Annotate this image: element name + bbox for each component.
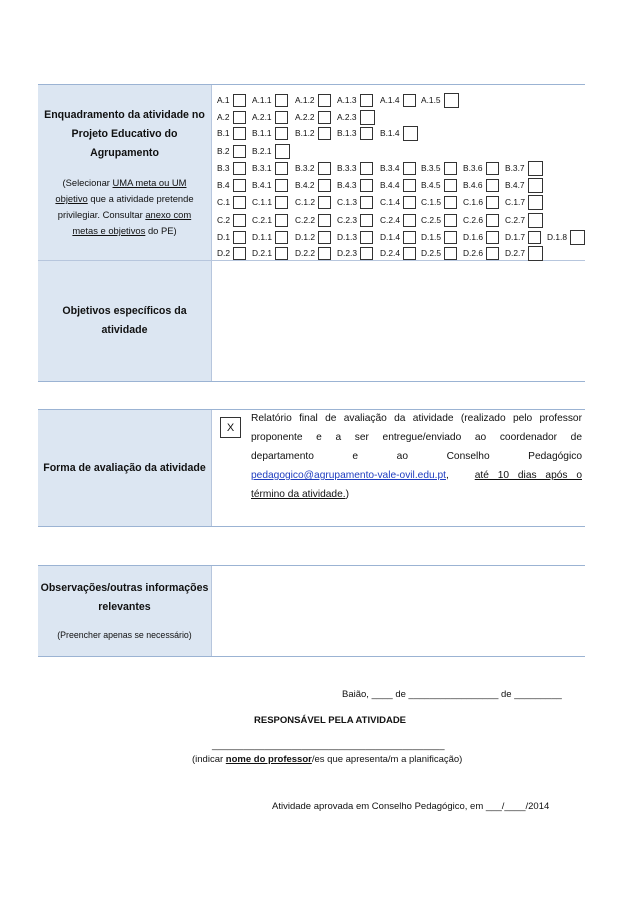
pe-code-label: B.4 bbox=[217, 180, 230, 190]
pe-code-B-3-4 bbox=[380, 160, 416, 176]
enquadramento-title-2: Projeto Educativo do bbox=[71, 128, 178, 140]
pe-code-B-1-2 bbox=[295, 125, 331, 141]
pe-code-D-1-3 bbox=[337, 229, 373, 245]
pe-code-C-2-4 bbox=[380, 212, 416, 228]
pe-code-B-3-7 bbox=[505, 160, 543, 176]
pe-code-label: A.1.1 bbox=[252, 95, 272, 105]
pe-code-label: B.4.7 bbox=[505, 180, 525, 190]
pe-code-checkbox[interactable] bbox=[275, 94, 288, 107]
pe-code-checkbox[interactable] bbox=[233, 231, 246, 244]
pe-code-D-2 bbox=[217, 245, 246, 261]
pe-code-D-1-5 bbox=[421, 229, 457, 245]
pe-code-checkbox[interactable] bbox=[275, 179, 288, 192]
pe-code-checkbox[interactable] bbox=[403, 214, 416, 227]
pe-code-checkbox[interactable] bbox=[233, 196, 246, 209]
pe-code-A-1 bbox=[217, 92, 246, 108]
pe-code-checkbox[interactable] bbox=[275, 144, 290, 159]
avaliacao-line-3: departamento e ao Conselho Pedagógico bbox=[251, 451, 582, 462]
pe-code-B-4-4 bbox=[380, 177, 416, 193]
pe-code-label: D.2.3 bbox=[337, 248, 358, 258]
pe-code-checkbox[interactable] bbox=[275, 214, 288, 227]
pe-code-A-1-3 bbox=[337, 92, 373, 108]
pe-code-A-2-3 bbox=[337, 109, 375, 125]
pe-code-B-3-2 bbox=[295, 160, 331, 176]
pe-code-B-4-6 bbox=[463, 177, 499, 193]
pe-code-B-3-5 bbox=[421, 160, 457, 176]
pe-code-checkbox[interactable] bbox=[318, 231, 331, 244]
pe-code-checkbox[interactable] bbox=[444, 162, 457, 175]
pe-code-label: D.2 bbox=[217, 248, 231, 258]
pe-code-checkbox[interactable] bbox=[360, 196, 373, 209]
pe-code-label: A.2 bbox=[217, 112, 230, 122]
avaliacao-label-cell bbox=[38, 410, 212, 526]
pe-code-D-2-2 bbox=[295, 245, 331, 261]
enquadramento-row bbox=[38, 85, 585, 261]
pe-code-checkbox[interactable] bbox=[233, 145, 246, 158]
pe-code-C-2-3 bbox=[337, 212, 373, 228]
observacoes-input-cell[interactable] bbox=[212, 566, 585, 656]
pe-code-checkbox[interactable] bbox=[444, 196, 457, 209]
pe-code-checkbox[interactable] bbox=[275, 127, 288, 140]
pe-code-checkbox[interactable] bbox=[403, 126, 418, 141]
pe-code-C-2 bbox=[217, 212, 246, 228]
avaliacao-text bbox=[251, 409, 582, 504]
pe-code-label: A.1.5 bbox=[421, 95, 441, 105]
pe-code-checkbox[interactable] bbox=[233, 111, 246, 124]
pe-code-checkbox[interactable] bbox=[444, 231, 457, 244]
pe-codes-grid bbox=[212, 85, 585, 260]
pe-code-B-3-3 bbox=[337, 160, 373, 176]
pe-code-label: B.4.5 bbox=[421, 180, 441, 190]
observacoes-row bbox=[38, 566, 585, 656]
pe-code-label: C.2.2 bbox=[295, 215, 316, 225]
pe-code-B-4 bbox=[217, 177, 246, 193]
pe-code-checkbox[interactable] bbox=[318, 94, 331, 107]
pe-code-checkbox[interactable] bbox=[275, 111, 288, 124]
pe-code-label: B.3.1 bbox=[252, 163, 272, 173]
pe-code-B-1 bbox=[217, 125, 246, 141]
pe-code-checkbox[interactable] bbox=[275, 231, 288, 244]
objetivos-title-2: atividade bbox=[101, 324, 148, 336]
pe-code-label: D.1.2 bbox=[295, 232, 316, 242]
email-link[interactable]: pedagogico@agrupamento-vale-ovil.edu.pt bbox=[251, 470, 446, 481]
note-f: anexo com bbox=[145, 209, 192, 220]
objetivos-title-1: Objetivos específicos da bbox=[62, 305, 187, 317]
avaliacao-checkbox[interactable]: X bbox=[220, 417, 241, 438]
pe-code-A-1-4 bbox=[380, 92, 416, 108]
pe-code-checkbox[interactable] bbox=[360, 127, 373, 140]
pe-code-label: C.1.1 bbox=[252, 197, 273, 207]
pe-code-checkbox[interactable] bbox=[486, 247, 499, 260]
pe-code-checkbox[interactable] bbox=[528, 231, 541, 244]
pe-code-C-1-1 bbox=[252, 194, 288, 210]
pe-code-checkbox[interactable] bbox=[233, 247, 246, 260]
pe-code-label: B.2.1 bbox=[252, 146, 272, 156]
pe-code-checkbox[interactable] bbox=[275, 162, 288, 175]
pe-code-checkbox[interactable] bbox=[486, 162, 499, 175]
pe-code-checkbox[interactable] bbox=[318, 111, 331, 124]
pe-code-label: B.3.6 bbox=[463, 163, 483, 173]
pe-code-label: A.1.4 bbox=[380, 95, 400, 105]
pe-code-D-1-7 bbox=[505, 229, 541, 245]
pe-code-checkbox[interactable] bbox=[528, 246, 543, 261]
pe-code-checkbox[interactable] bbox=[233, 162, 246, 175]
observacoes-label-cell bbox=[38, 566, 212, 656]
enquadramento-note bbox=[55, 175, 193, 239]
enquadramento-title-1: Enquadramento da atividade no bbox=[44, 109, 205, 121]
avaliacao-line-5 bbox=[251, 485, 582, 504]
pe-code-checkbox[interactable] bbox=[403, 196, 416, 209]
pe-code-checkbox[interactable] bbox=[360, 214, 373, 227]
pe-code-label: A.1 bbox=[217, 95, 230, 105]
avaliacao-line-4: pedagogico@agrupamento-vale-ovil.edu.pt, até 10 dias após o bbox=[251, 466, 582, 485]
observacoes-note: (Preencher apenas se necessário) bbox=[57, 630, 192, 640]
indicar-b: nome do professor bbox=[225, 754, 312, 765]
note-c: objetivo bbox=[55, 193, 88, 204]
pe-code-label: D.2.5 bbox=[421, 248, 442, 258]
pe-code-checkbox[interactable] bbox=[403, 231, 416, 244]
pe-code-D-1-2 bbox=[295, 229, 331, 245]
indicar-note bbox=[192, 754, 462, 765]
observacoes-title-1: Observações/outras informações bbox=[40, 582, 209, 594]
note-d: que a atividade pretende bbox=[87, 193, 194, 204]
pe-code-label: A.2.3 bbox=[337, 112, 357, 122]
pe-code-B-3 bbox=[217, 160, 246, 176]
pe-code-label: A.1.3 bbox=[337, 95, 357, 105]
pe-code-label: B.1 bbox=[217, 128, 230, 138]
note-h: do PE) bbox=[145, 225, 177, 236]
avaliacao-line-2: proponente e a ser entregue/enviado ao coordenador de bbox=[251, 432, 582, 443]
pe-code-checkbox[interactable] bbox=[360, 179, 373, 192]
pe-code-label: B.3.2 bbox=[295, 163, 315, 173]
pe-code-label: C.2.5 bbox=[421, 215, 442, 225]
pe-code-A-1-1 bbox=[252, 92, 288, 108]
pe-code-B-1-4 bbox=[380, 125, 418, 141]
pe-code-label: C.1.5 bbox=[421, 197, 442, 207]
pe-code-B-4-7 bbox=[505, 177, 543, 193]
pe-code-D-1-4 bbox=[380, 229, 416, 245]
pe-code-checkbox[interactable] bbox=[403, 162, 416, 175]
pe-code-label: D.1 bbox=[217, 232, 231, 242]
pe-code-checkbox[interactable] bbox=[486, 231, 499, 244]
pe-code-checkbox[interactable] bbox=[233, 179, 246, 192]
note-g: metas e objetivos bbox=[72, 225, 146, 236]
pe-code-B-4-3 bbox=[337, 177, 373, 193]
pe-code-C-1-2 bbox=[295, 194, 331, 210]
pe-code-B-3-6 bbox=[463, 160, 499, 176]
pe-code-C-2-7 bbox=[505, 212, 543, 228]
enquadramento-label-cell bbox=[38, 85, 212, 260]
pe-code-B-1-1 bbox=[252, 125, 288, 141]
pe-code-A-1-2 bbox=[295, 92, 331, 108]
pe-code-B-4-5 bbox=[421, 177, 457, 193]
pe-code-checkbox[interactable] bbox=[360, 94, 373, 107]
pe-code-label: B.2 bbox=[217, 146, 230, 156]
pe-code-B-3-1 bbox=[252, 160, 288, 176]
pe-code-label: B.3.7 bbox=[505, 163, 525, 173]
pe-code-checkbox[interactable] bbox=[444, 179, 457, 192]
pe-code-label: D.2.2 bbox=[295, 248, 316, 258]
paren-close: ) bbox=[345, 489, 349, 500]
pe-code-checkbox[interactable] bbox=[318, 214, 331, 227]
pe-code-checkbox[interactable] bbox=[318, 179, 331, 192]
pe-code-checkbox[interactable] bbox=[486, 214, 499, 227]
pe-code-label: D.1.7 bbox=[505, 232, 526, 242]
pe-code-checkbox[interactable] bbox=[486, 196, 499, 209]
pe-code-label: A.2.1 bbox=[252, 112, 272, 122]
objetivos-input-cell[interactable] bbox=[212, 261, 585, 381]
deadline-end: término da atividade. bbox=[251, 489, 346, 500]
pe-code-label: C.1.4 bbox=[380, 197, 401, 207]
pe-code-label: D.1.5 bbox=[421, 232, 442, 242]
pe-code-C-2-5 bbox=[421, 212, 457, 228]
pe-code-checkbox[interactable] bbox=[528, 161, 543, 176]
pe-code-checkbox[interactable] bbox=[444, 93, 459, 108]
deadline-text: até 10 dias após o bbox=[474, 470, 582, 481]
pe-code-D-1-1 bbox=[252, 229, 288, 245]
pe-codes-cell bbox=[212, 85, 585, 260]
pe-code-D-1 bbox=[217, 229, 246, 245]
pe-code-checkbox[interactable] bbox=[528, 213, 543, 228]
pe-code-checkbox[interactable] bbox=[403, 247, 416, 260]
pe-code-label: A.2.2 bbox=[295, 112, 315, 122]
pe-code-label: D.1.8 bbox=[547, 232, 568, 242]
pe-code-B-2-1 bbox=[252, 143, 290, 159]
pe-code-checkbox[interactable] bbox=[403, 94, 416, 107]
pe-code-checkbox[interactable] bbox=[360, 231, 373, 244]
pe-code-B-1-3 bbox=[337, 125, 373, 141]
pe-code-checkbox[interactable] bbox=[233, 94, 246, 107]
pe-code-label: B.3 bbox=[217, 163, 230, 173]
pe-code-label: B.4.4 bbox=[380, 180, 400, 190]
pe-code-checkbox[interactable] bbox=[403, 179, 416, 192]
pe-code-label: C.2.6 bbox=[463, 215, 484, 225]
indicar-a: (indicar bbox=[192, 754, 226, 765]
pe-code-C-1 bbox=[217, 194, 246, 210]
pe-code-label: B.1.4 bbox=[380, 128, 400, 138]
note-e: privilegiar. Consultar bbox=[57, 209, 146, 220]
pe-code-B-4-1 bbox=[252, 177, 288, 193]
enquadramento-title-3: Agrupamento bbox=[90, 147, 159, 159]
objetivos-row bbox=[38, 261, 585, 381]
pe-code-B-4-2 bbox=[295, 177, 331, 193]
pe-code-checkbox[interactable] bbox=[570, 230, 585, 245]
pe-code-label: B.3.3 bbox=[337, 163, 357, 173]
pe-table bbox=[38, 84, 585, 382]
pe-code-D-1-8 bbox=[547, 229, 585, 245]
pe-code-checkbox[interactable] bbox=[360, 247, 373, 260]
pe-code-label: B.3.4 bbox=[380, 163, 400, 173]
pe-code-checkbox[interactable] bbox=[528, 178, 543, 193]
objetivos-label-cell bbox=[38, 261, 212, 381]
pe-code-D-2-4 bbox=[380, 245, 416, 261]
pe-code-checkbox[interactable] bbox=[360, 162, 373, 175]
pe-code-label: B.4.6 bbox=[463, 180, 483, 190]
pe-code-checkbox[interactable] bbox=[318, 162, 331, 175]
pe-code-B-2 bbox=[217, 143, 246, 159]
pe-code-label: C.2.1 bbox=[252, 215, 273, 225]
pe-code-label: B.4.2 bbox=[295, 180, 315, 190]
pe-code-C-1-3 bbox=[337, 194, 373, 210]
pe-code-label: B.4.1 bbox=[252, 180, 272, 190]
pe-code-label: B.3.5 bbox=[421, 163, 441, 173]
pe-code-label: D.2.7 bbox=[505, 248, 526, 258]
responsavel-title: RESPONSÁVEL PELA ATIVIDADE bbox=[254, 715, 407, 726]
pe-code-checkbox[interactable] bbox=[275, 247, 288, 260]
pe-code-label: D.1.3 bbox=[337, 232, 358, 242]
pe-code-checkbox[interactable] bbox=[233, 214, 246, 227]
pe-code-D-1-6 bbox=[463, 229, 499, 245]
pe-code-label: C.1 bbox=[217, 197, 231, 207]
signature-line[interactable]: ____________________________________________ bbox=[212, 740, 445, 751]
pe-code-label: D.1.1 bbox=[252, 232, 273, 242]
pe-code-checkbox[interactable] bbox=[318, 127, 331, 140]
note-a: (Selecionar bbox=[62, 177, 113, 188]
pe-code-label: C.1.2 bbox=[295, 197, 316, 207]
pe-code-label: D.2.1 bbox=[252, 248, 273, 258]
note-b: UMA meta ou UM bbox=[112, 177, 187, 188]
pe-code-label: B.1.3 bbox=[337, 128, 357, 138]
pe-code-label: C.2.3 bbox=[337, 215, 358, 225]
avaliacao-line-1: Relatório final de avaliação da atividade (realizado pelo professor bbox=[251, 413, 582, 424]
avaliacao-title: Forma de avaliação da atividade bbox=[43, 461, 206, 474]
pe-code-D-2-3 bbox=[337, 245, 373, 261]
pe-code-A-2-2 bbox=[295, 109, 331, 125]
pe-code-A-2 bbox=[217, 109, 246, 125]
pe-code-checkbox[interactable] bbox=[318, 196, 331, 209]
pe-code-label: B.1.1 bbox=[252, 128, 272, 138]
observacoes-title-2: relevantes bbox=[98, 601, 151, 613]
pe-code-D-2-6 bbox=[463, 245, 499, 261]
pe-code-A-1-5 bbox=[421, 92, 459, 108]
pe-code-checkbox[interactable] bbox=[318, 247, 331, 260]
pe-code-checkbox[interactable] bbox=[444, 214, 457, 227]
pe-code-label: B.1.2 bbox=[295, 128, 315, 138]
pe-code-checkbox[interactable] bbox=[233, 127, 246, 140]
date-line[interactable]: Baião, ____ de _________________ de _________ bbox=[342, 689, 562, 700]
indicar-c: /es que apresenta/m a planificação) bbox=[311, 754, 463, 765]
pe-code-C-2-6 bbox=[463, 212, 499, 228]
pe-code-C-2-2 bbox=[295, 212, 331, 228]
observacoes-table bbox=[38, 565, 585, 657]
pe-code-label: D.1.4 bbox=[380, 232, 401, 242]
pe-code-label: A.1.2 bbox=[295, 95, 315, 105]
pe-code-C-1-4 bbox=[380, 194, 416, 210]
pe-code-checkbox[interactable] bbox=[444, 247, 457, 260]
pe-code-label: D.1.6 bbox=[463, 232, 484, 242]
pe-code-D-2-7 bbox=[505, 245, 543, 261]
pe-code-label: C.1.6 bbox=[463, 197, 484, 207]
pe-code-label: C.2.7 bbox=[505, 215, 526, 225]
pe-code-D-2-5 bbox=[421, 245, 457, 261]
avaliacao-table bbox=[38, 409, 585, 527]
avaliacao-content-cell bbox=[212, 410, 585, 526]
pe-code-C-2-1 bbox=[252, 212, 288, 228]
pe-code-A-2-1 bbox=[252, 109, 288, 125]
pe-code-label: C.1.7 bbox=[505, 197, 526, 207]
pe-code-label: D.2.6 bbox=[463, 248, 484, 258]
avaliacao-row bbox=[38, 410, 585, 526]
pe-code-label: C.1.3 bbox=[337, 197, 358, 207]
pe-code-label: C.2 bbox=[217, 215, 231, 225]
pe-code-checkbox[interactable] bbox=[486, 179, 499, 192]
aprovada-line[interactable]: Atividade aprovada em Conselho Pedagógico, em ___/____/2014 bbox=[272, 801, 550, 812]
pe-code-C-1-7 bbox=[505, 194, 543, 210]
pe-code-checkbox[interactable] bbox=[360, 110, 375, 125]
pe-code-C-1-5 bbox=[421, 194, 457, 210]
pe-code-label: D.2.4 bbox=[380, 248, 401, 258]
pe-code-label: C.2.4 bbox=[380, 215, 401, 225]
pe-code-label: B.4.3 bbox=[337, 180, 357, 190]
pe-code-checkbox[interactable] bbox=[275, 196, 288, 209]
pe-code-checkbox[interactable] bbox=[528, 195, 543, 210]
pe-code-D-2-1 bbox=[252, 245, 288, 261]
pe-code-C-1-6 bbox=[463, 194, 499, 210]
